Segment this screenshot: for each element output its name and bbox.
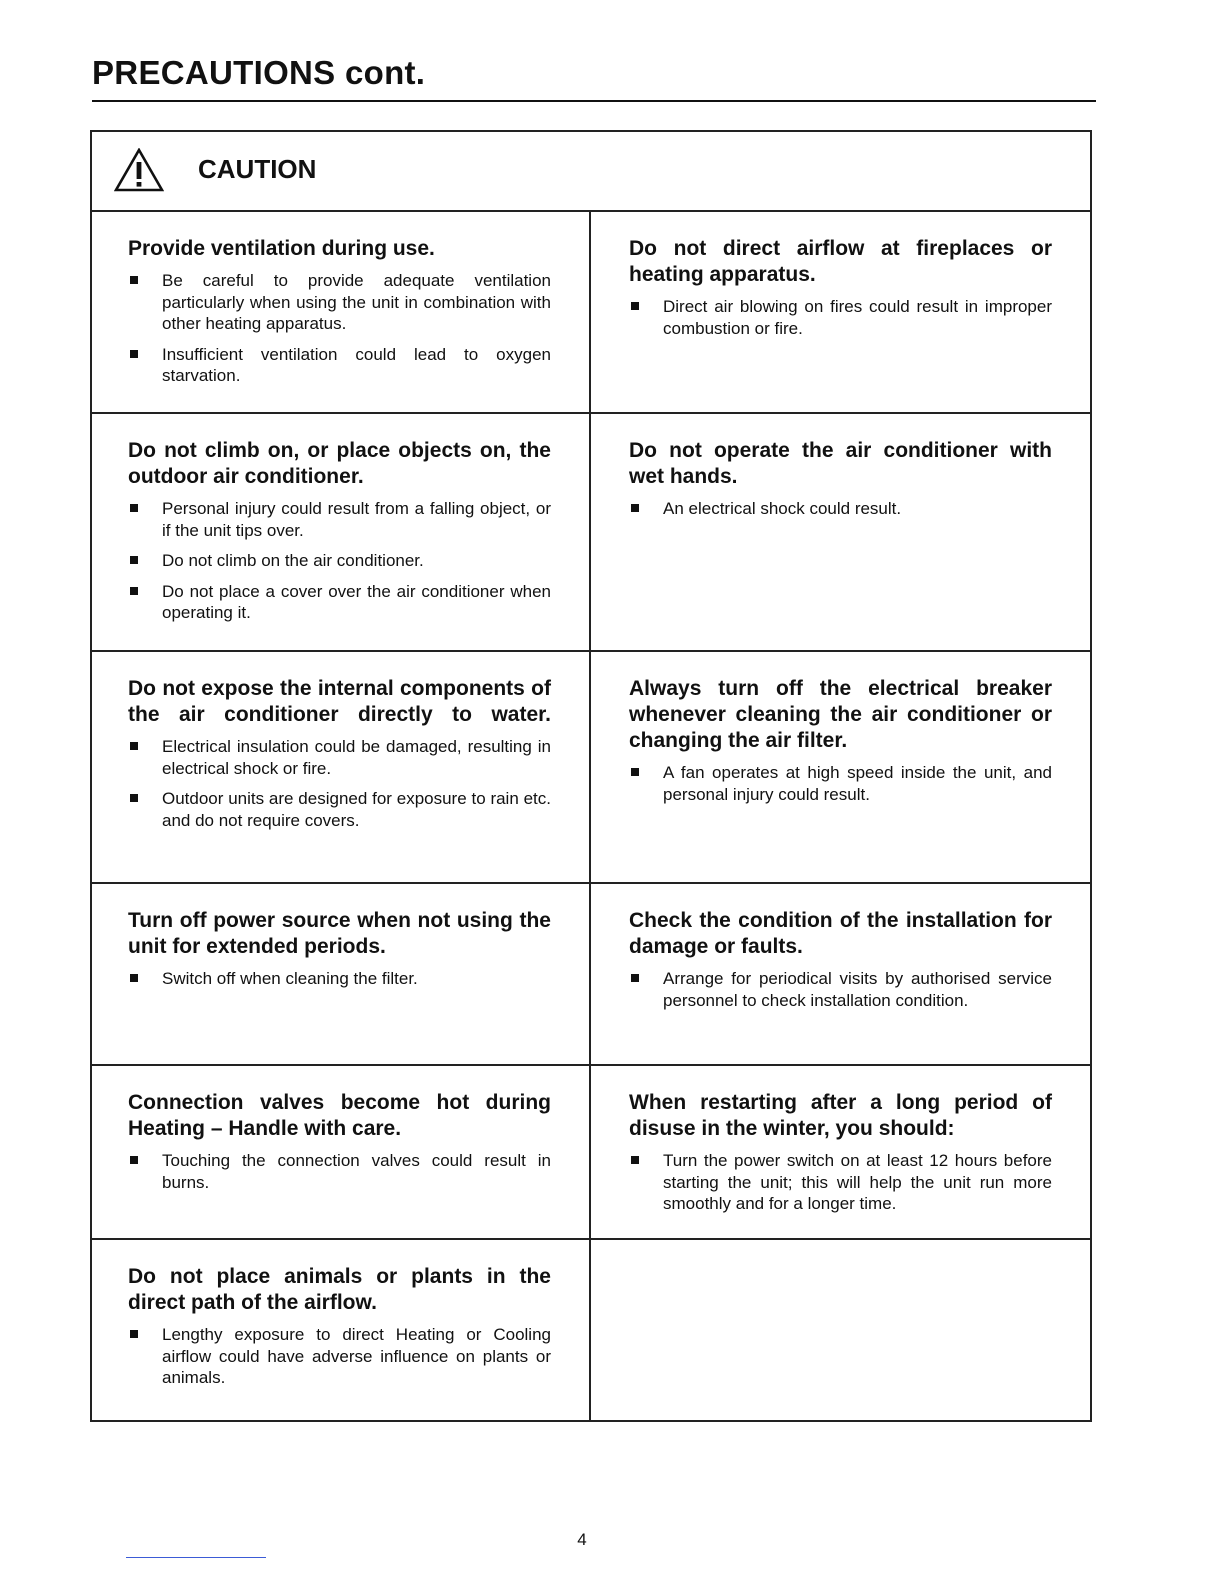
bullet-list xyxy=(128,736,551,831)
caution-row xyxy=(92,652,1090,884)
square-bullet-icon xyxy=(130,504,138,512)
bullet-text: Lengthy exposure to direct Heating or Cooling airflow could have adverse influence on plants or animals. xyxy=(162,1325,551,1387)
caution-row xyxy=(92,1066,1090,1240)
bullet-text: Switch off when cleaning the filter. xyxy=(162,969,418,988)
list-item xyxy=(128,550,551,572)
bullet-text: Outdoor units are designed for exposure to rain etc. and do not require covers. xyxy=(162,789,551,830)
bullet-text: Direct air blowing on fires could result in improper combustion or fire. xyxy=(663,297,1052,338)
caution-row xyxy=(92,884,1090,1066)
square-bullet-icon xyxy=(130,350,138,358)
bullet-list xyxy=(128,270,551,387)
bullet-list xyxy=(128,1324,551,1389)
list-item xyxy=(128,736,551,779)
caution-title: CAUTION xyxy=(198,154,317,184)
cell-heading: Connection valves become hot during Heating – Handle with care. xyxy=(128,1091,551,1140)
caution-row xyxy=(92,1240,1090,1420)
list-item xyxy=(128,1150,551,1193)
caution-cell xyxy=(92,212,591,412)
caution-cell xyxy=(92,1066,591,1238)
list-item xyxy=(128,344,551,387)
square-bullet-icon xyxy=(130,1156,138,1164)
bullet-list xyxy=(128,1150,551,1193)
bullet-text: Electrical insulation could be damaged, resulting in electrical shock or fire. xyxy=(162,737,551,778)
list-item xyxy=(128,270,551,335)
bullet-list xyxy=(629,1150,1052,1215)
cell-heading: Do not expose the internal components of the air conditioner directly to water. xyxy=(128,677,551,726)
page-number: 4 xyxy=(577,1530,587,1549)
cell-heading: Do not operate the air conditioner with wet hands. xyxy=(629,439,1052,488)
list-item xyxy=(629,498,1052,520)
bullet-text: An electrical shock could result. xyxy=(663,499,902,518)
caution-cell xyxy=(92,414,591,650)
cell-heading: Do not direct airflow at fireplaces or heating apparatus. xyxy=(629,237,1052,286)
list-item xyxy=(128,968,551,990)
cell-heading: When restarting after a long period of disuse in the winter, you should: xyxy=(629,1091,1052,1140)
caution-row xyxy=(92,414,1090,652)
caution-cell xyxy=(92,652,591,882)
cell-heading: Turn off power source when not using the unit for extended periods. xyxy=(128,909,551,958)
square-bullet-icon xyxy=(631,302,639,310)
bullet-text: Insufficient ventilation could lead to oxygen starvation. xyxy=(162,344,551,385)
list-item xyxy=(629,296,1052,339)
bullet-list xyxy=(128,968,551,990)
bullet-list xyxy=(629,498,1052,520)
page-title: PRECAUTIONS cont. xyxy=(92,54,426,91)
bullet-text: Do not climb on the air conditioner. xyxy=(162,551,424,570)
bullet-text: Do not place a cover over the air conditioner when operating it. xyxy=(162,581,551,622)
list-item xyxy=(128,1324,551,1389)
title-rule xyxy=(92,100,1096,102)
caution-cell xyxy=(92,1240,591,1420)
list-item xyxy=(629,1150,1052,1215)
bullet-text: Personal injury could result from a falling object, or if the unit tips over. xyxy=(162,499,551,540)
cell-heading: Provide ventilation during use. xyxy=(128,237,435,260)
bullet-list xyxy=(629,968,1052,1011)
bullet-list xyxy=(128,498,551,624)
cell-heading: Do not climb on, or place objects on, the outdoor air conditioner. xyxy=(128,439,551,488)
list-item xyxy=(128,788,551,831)
bullet-text: Turn the power switch on at least 12 hours before starting the unit; this will help the unit run more smoothly and for a longer time. xyxy=(663,1151,1052,1213)
cell-heading: Check the condition of the installation for damage or faults. xyxy=(629,909,1052,958)
bullet-list xyxy=(629,296,1052,339)
square-bullet-icon xyxy=(130,742,138,750)
square-bullet-icon xyxy=(631,768,639,776)
square-bullet-icon xyxy=(631,1156,639,1164)
square-bullet-icon xyxy=(130,794,138,802)
list-item xyxy=(629,968,1052,1011)
caution-header xyxy=(92,132,1090,212)
caution-cell xyxy=(591,652,1090,882)
list-item xyxy=(629,762,1052,805)
caution-cell xyxy=(591,414,1090,650)
warning-triangle-icon xyxy=(114,148,164,192)
caution-row xyxy=(92,212,1090,414)
bullet-list xyxy=(629,762,1052,805)
list-item xyxy=(128,498,551,541)
square-bullet-icon xyxy=(130,974,138,982)
square-bullet-icon xyxy=(130,276,138,284)
square-bullet-icon xyxy=(130,556,138,564)
footer-link-line xyxy=(126,1557,266,1558)
bullet-text: Be careful to provide adequate ventilation particularly when using the unit in combination with other heating apparatus. xyxy=(162,271,551,333)
caution-cell xyxy=(591,1066,1090,1238)
square-bullet-icon xyxy=(130,1330,138,1338)
square-bullet-icon xyxy=(631,504,639,512)
caution-cell xyxy=(591,884,1090,1064)
list-item xyxy=(128,581,551,624)
bullet-text: Touching the connection valves could result in burns. xyxy=(162,1151,551,1192)
bullet-text: A fan operates at high speed inside the unit, and personal injury could result. xyxy=(663,763,1052,804)
caution-table xyxy=(90,130,1092,1422)
bullet-text: Arrange for periodical visits by authorised service personnel to check installation condition. xyxy=(663,969,1052,1010)
cell-heading: Always turn off the electrical breaker whenever cleaning the air conditioner or changing the air filter. xyxy=(629,677,1052,752)
caution-cell xyxy=(92,884,591,1064)
square-bullet-icon xyxy=(130,587,138,595)
caution-cell xyxy=(591,212,1090,412)
cell-heading: Do not place animals or plants in the direct path of the airflow. xyxy=(128,1265,551,1314)
square-bullet-icon xyxy=(631,974,639,982)
empty-cell xyxy=(591,1240,1090,1420)
